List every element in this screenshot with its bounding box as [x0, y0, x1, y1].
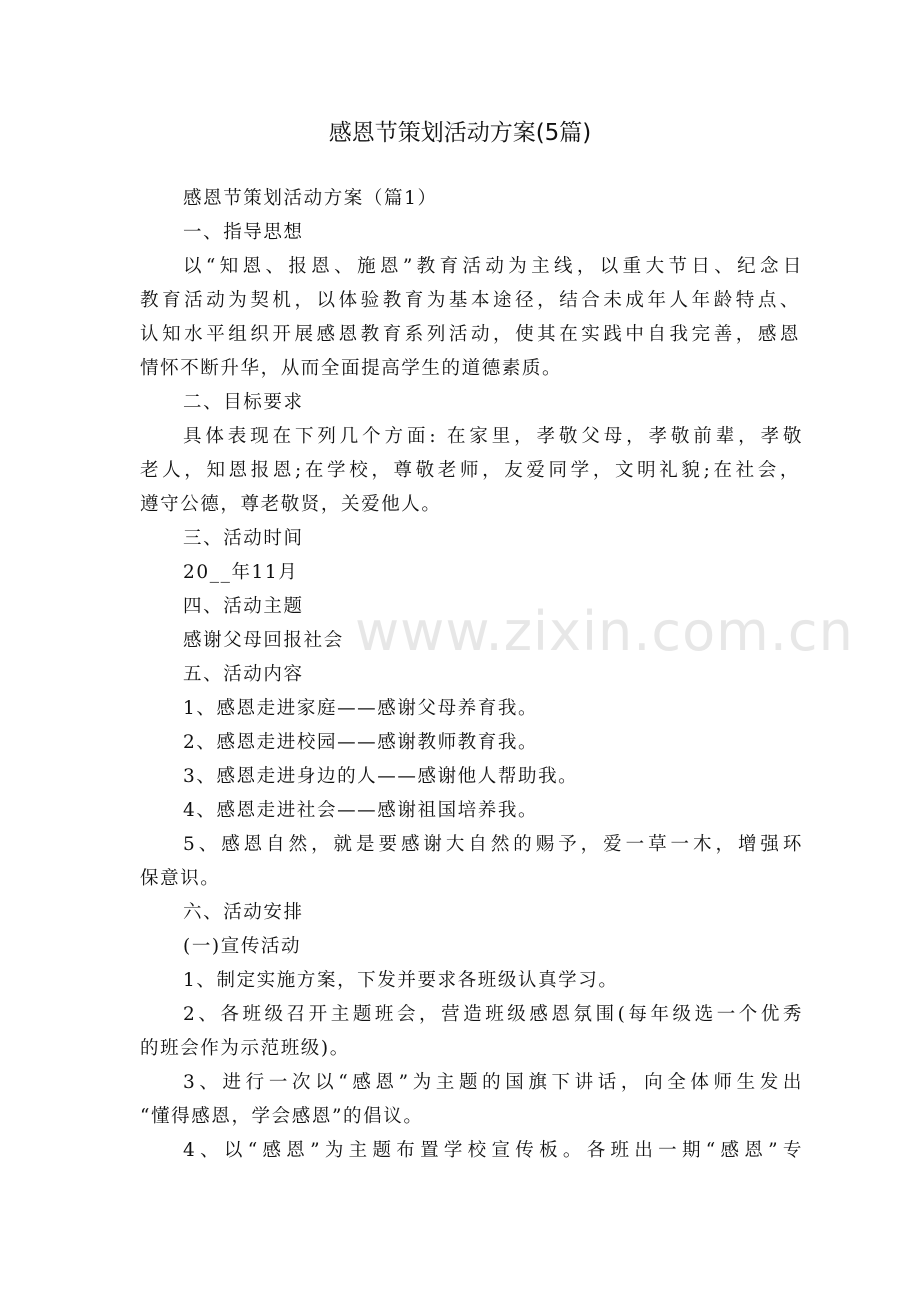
list-item: 4、感恩走进社会——感谢祖国培养我。: [183, 800, 539, 821]
list-item: 3、进行一次以“感恩”为主题的国旗下讲话，向全体师生发出: [183, 1072, 803, 1093]
list-item: 4、以“感恩”为主题布置学校宣传板。各班出一期“感恩”专: [183, 1140, 803, 1161]
document-title: 感恩节策划活动方案(5篇): [328, 120, 592, 146]
paragraph-line: 教育活动为契机，以体验教育为基本途径，结合未成年人年龄特点、: [140, 290, 800, 311]
section-heading: 感恩节策划活动方案（篇1）: [183, 188, 438, 209]
paragraph-line: 感谢父母回报社会: [183, 630, 344, 651]
paragraph-line: 认知水平组织开展感恩教育系列活动，使其在实践中自我完善，感恩: [140, 324, 800, 345]
paragraph-line: 遵守公德，尊老敬贤，关爱他人。: [140, 494, 442, 515]
paragraph-line: “懂得感恩，学会感恩”的倡议。: [140, 1106, 424, 1127]
paragraph-line: 具体表现在下列几个方面: 在家里，孝敬父母，孝敬前辈，孝敬: [183, 426, 803, 447]
section-heading: 四、活动主题: [183, 596, 304, 617]
list-item: 2、感恩走进校园——感谢教师教育我。: [183, 732, 539, 753]
list-item: 1、感恩走进家庭——感谢父母养育我。: [183, 698, 539, 719]
section-heading: 六、活动安排: [183, 902, 304, 923]
list-item: 3、感恩走进身边的人——感谢他人帮助我。: [183, 766, 579, 787]
list-item: 2、各班级召开主题班会，营造班级感恩氛围(每年级选一个优秀: [183, 1004, 803, 1025]
sub-heading: (一)宣传活动: [183, 936, 302, 957]
paragraph-line: 情怀不断升华，从而全面提高学生的道德素质。: [140, 358, 563, 379]
section-heading: 三、活动时间: [183, 528, 304, 549]
paragraph-line: 保意识。: [140, 868, 221, 889]
section-heading: 一、指导思想: [183, 222, 304, 243]
section-heading: 五、活动内容: [183, 664, 304, 685]
watermark: www.zixin.com.cn: [355, 600, 854, 663]
paragraph-line: 以“知恩、报恩、施恩”教育活动为主线，以重大节日、纪念日: [183, 256, 803, 277]
section-heading: 二、目标要求: [183, 392, 304, 413]
paragraph-line: 20__年11月: [183, 562, 299, 583]
list-item: 5、感恩自然，就是要感谢大自然的赐予，爱一草一木，增强环: [183, 834, 803, 855]
paragraph-line: 的班会作为示范班级)。: [140, 1038, 350, 1059]
paragraph-line: 老人，知恩报恩;在学校，尊敬老师，友爱同学，文明礼貌;在社会，: [140, 460, 800, 481]
list-item: 1、制定实施方案，下发并要求各班级认真学习。: [183, 970, 619, 991]
